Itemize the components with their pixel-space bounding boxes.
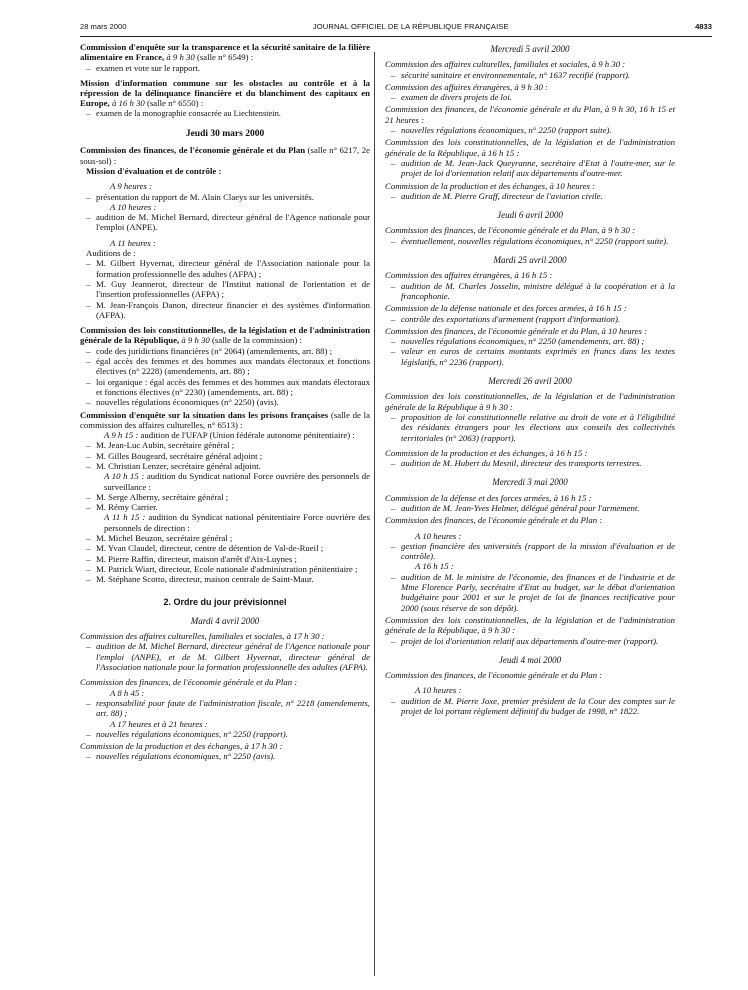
time-slot: A 8 h 45 : xyxy=(110,687,145,698)
day-heading: Mardi 4 avril 2000 xyxy=(190,615,260,626)
agenda-item: Commission de la production et des échanges, à 17 h 30 : – nouvelles régulations économiques, n° 2250 (avis). xyxy=(80,741,370,762)
agenda-item: Commission de la production et des échanges, à 16 h 15 : – audition de M. Hubert du Mesnil, directeur des transports terrestres. xyxy=(385,448,675,469)
auditions-label: Auditions de : xyxy=(86,248,136,259)
page-number: 4833 xyxy=(695,22,712,31)
agenda-item: Commission des lois constitutionnelles, de la législation et de l'administration générale de la République, à 9 h 30 (salle de la commission) : – code des juridictions financières (n° 2064) (amendements, art. 88) ; – égal accès des femmes et des hommes aux mandats électoraux et fonctions électives (n° 2228) (amendements, art. 88) ; – loi organique : égal accès des femmes et des hommes aux mandats électoraux et fonctions électives (n° 2230) (amendements, art. 88) ; – nouvelles régulations économiques (n° 2250) (avis). xyxy=(80,325,370,407)
header-rule xyxy=(80,36,712,37)
time-slot: A 17 heures et à 21 heures : xyxy=(110,718,208,729)
agenda-point: – examen de la monographie consacrée au Liechtenstein. xyxy=(80,109,370,119)
agenda-point: – M. Patrick Wiart, directeur, Ecole nationale d'administration pénitentiaire ; xyxy=(80,564,370,574)
agenda-point: – M. Pierre Raffin, directeur, maison d'arrêt d'Aix-Luynes ; xyxy=(80,554,370,564)
agenda-point: – audition de M. Pierre Joxe, premier président de la Cour des comptes sur le projet de loi portant règlement définitif du budget de 1998, n° 1822. xyxy=(385,696,675,717)
agenda-item: Commission d'enquête sur la situation dans les prisons françaises (salle de la commission des affaires culturelles, n° 6513) : A 9 h 15 : audition de l'UFAP (Union fédérale autonome pénitentiaire) : – M. Jean-Luc Aubin, secrétaire général ; – M. Gilles Bougeard, secrétaire général adjoint ; – M. Christian Lenzer, secrétaire général adjoint. A 10 h 15 : audition du Syndicat national Force ouvrière des personnels de surveillance : – M. Serge Alberny, secrétaire général ; – M. Rémy Carrier. A 11 h 15 : audition du Syndicat national pénitentiaire Force ouvrière des personnels de direction : – M. Michel Beuzon, secrétaire général ; – M. Yvan Claudel, directeur, centre de détention de Val-de-Rueil ; – M. Pierre Raffin, directeur, maison d'arrêt d'Aix-Luynes ; – M. Patrick Wiart, directeur, Ecole nationale d'administration pénitentiaire ; – M. Stéphane Scotto, directeur, maison centrale de Saint-Maur. xyxy=(80,410,370,585)
agenda-point: – audition de M. Charles Josselin, ministre délégué à la coopération et à la francophonie. xyxy=(385,281,675,302)
agenda-point: – M. Serge Alberny, secrétaire général ; xyxy=(80,492,370,502)
agenda-point: – audition de M. Hubert du Mesnil, directeur des transports terrestres. xyxy=(385,458,675,468)
agenda-item: Commission des affaires étrangères, à 16 h 15 : – audition de M. Charles Josselin, ministre délégué à la coopération et à la francophonie. xyxy=(385,270,675,301)
agenda-point: – égal accès des femmes et des hommes aux mandats électoraux et fonctions électives (n° 2228) (amendements, art. 88) ; xyxy=(80,356,370,377)
time-slot: A 10 heures : xyxy=(110,201,157,212)
agenda-item: Commission des affaires étrangères, à 9 h 30 : – examen de divers projets de loi. xyxy=(385,82,675,103)
agenda-point: – M. Christian Lenzer, secrétaire général adjoint. xyxy=(80,461,370,471)
agenda-point: – M. Jean-Luc Aubin, secrétaire général ; xyxy=(80,440,370,450)
day-heading: Jeudi 6 avril 2000 xyxy=(497,210,563,221)
agenda-point: – nouvelles régulations économiques, n° 2250 (rapport suite). xyxy=(385,125,675,135)
day-heading: Jeudi 30 mars 2000 xyxy=(185,129,265,140)
agenda-item: Commission des lois constitutionnelles, de la législation et de l'administration générale de la République à 9 h 30 : – proposition de loi constitutionnelle relative au droit de vote et à l'éligibilité des résidants étrangers pour les élections aux conseils des collectivités territoriales (n° 2063) (rapport). xyxy=(385,391,675,442)
day-heading: Jeudi 4 mai 2000 xyxy=(498,654,562,665)
agenda-item: Commission de la production et des échanges, à 10 heures : – audition de M. Pierre Graff, directeur de l'aviation civile. xyxy=(385,181,675,202)
agenda-point: – M. Rémy Carrier. xyxy=(80,502,370,512)
time-slot: A 9 heures : xyxy=(110,181,153,192)
agenda-item: Commission des finances, de l'économie générale et du Plan : A 8 h 45 : – responsabilité pour faute de l'administration fiscale, n° 2218 (amendements, art. 88) ; A 17 heures et à 21 heures : – nouvelles régulations économiques, n° 2250 (rapport). xyxy=(80,677,370,739)
agenda-point: – responsabilité pour faute de l'administration fiscale, n° 2218 (amendements, art. 88) ; xyxy=(80,698,370,719)
agenda-point: – audition de M. le ministre de l'économie, des finances et de l'industrie et de Mme Florence Parly, secrétaire d'Etat au budget, sur le débat d'orientation budgétaire pour 2001 et sur le projet de loi de finances rectificative pour 2000 (sous réserve de son dépôt). xyxy=(385,572,675,613)
section-title: 2. Ordre du jour prévisionnel xyxy=(163,596,287,607)
agenda-item: Commission d'enquête sur la transparence et la sécurité sanitaire de la filière alimentaire en France, à 9 h 30 (salle n° 6549) : – examen et vote sur le rapport. xyxy=(80,42,370,73)
agenda-item: Commission des finances, de l'économie générale et du Plan, à 9 h 30 : – éventuellement, nouvelles régulations économiques, n° 2250 (rapport suite). xyxy=(385,225,675,246)
time-slot: A 16 h 15 : xyxy=(415,561,454,572)
agenda-item: Commission des finances, de l'économie générale et du Plan, à 9 h 30, 16 h 15 et 21 heures : – nouvelles régulations économiques, n° 2250 (rapport suite). xyxy=(385,104,675,135)
agenda-item: Commission de la défense nationale et des forces armées, à 16 h 15 : – contrôle des exportations d'armement (rapport d'information). xyxy=(385,303,675,324)
agenda-item: Commission des affaires culturelles, familiales et sociales, à 9 h 30 : – sécurité sanitaire et environnementale, n° 1637 rectifié (rapport). xyxy=(385,59,675,80)
agenda-item: Commission des finances, de l'économie générale et du Plan (salle n° 6217, 2e sous-sol) : Mission d'évaluation et de contrôle : A 9 heures : – présentation du rapport de M. Alain Claeys sur les universités. A 10 heures : – audition de M. Michel Bernard, directeur général de l'Agence nationale pour l'emploi (ANPE). A 11 heures : Auditions de : – M. Gilbert Hyvernat, directeur général de l'Association nationale pour la formation professionnelle des adultes (AFPA) ; – M. Guy Jeannerot, directeur de l'Institut national de l'orientation et de l'insertion professionnelles (AFPA) ; – M. Jean-François Danon, directeur financier et des systèmes d'information (AFPA). xyxy=(80,145,370,320)
agenda-item: Commission de la défense et des forces armées, à 16 h 15 : – audition de M. Jean-Yves Helmer, délégué général pour l'armement. xyxy=(385,493,675,514)
agenda-point: – M. Michel Beuzon, secrétaire général ; xyxy=(80,533,370,543)
agenda-point: – proposition de loi constitutionnelle relative au droit de vote et à l'éligibilité des résidants étrangers pour les élections aux conseils des collectivités territoriales (n° 2063) (rapport). xyxy=(385,412,675,443)
agenda-item: Commission des finances, de l'économie générale et du Plan, à 10 heures : – nouvelles régulations économiques, n° 2250 (amendements, art. 88) ; – valeur en euros de certains montants exprimés en francs dans les textes législatifs, n° 2236 (rapport). xyxy=(385,326,675,367)
agenda-point: – M. Jean-François Danon, directeur financier et des systèmes d'information (AFPA). xyxy=(80,300,370,321)
column-divider xyxy=(374,52,375,976)
agenda-point: – éventuellement, nouvelles régulations économiques, n° 2250 (rapport suite). xyxy=(385,236,675,246)
day-heading: Mercredi 26 avril 2000 xyxy=(488,376,572,387)
time-slot: A 11 heures : xyxy=(110,237,156,248)
agenda-point: – audition de M. Jean-Yves Helmer, délégué général pour l'armement. xyxy=(385,503,675,513)
agenda-item: Mission d'information commune sur les obstacles au contrôle et à la répression de la délinquance financière et du blanchiment des capitaux en Europe, à 16 h 30 (salle n° 6550) : – examen de la monographie consacrée au Liechtenstein. xyxy=(80,78,370,119)
agenda-point: – audition de M. Jean-Jack Queyranne, secrétaire d'Etat à l'outre-mer, sur le projet de loi d'orientation relatif aux départements d'outre-mer. xyxy=(385,158,675,179)
agenda-point: – M. Gilles Bougeard, secrétaire général adjoint ; xyxy=(80,451,370,461)
agenda-point: – gestion financière des universités (rapport de la mission d'évaluation et de contrôle). xyxy=(385,541,675,562)
time-slot: A 10 heures : xyxy=(415,530,462,541)
agenda-point: – présentation du rapport de M. Alain Claeys sur les universités. xyxy=(80,192,370,202)
agenda-point: – M. Stéphane Scotto, directeur, maison centrale de Saint-Maur. xyxy=(80,574,370,584)
left-column xyxy=(80,42,370,764)
agenda-point: – contrôle des exportations d'armement (rapport d'information). xyxy=(385,314,675,324)
agenda-point: – M. Guy Jeannerot, directeur de l'Institut national de l'orientation et de l'insertion professionnelles (AFPA) ; xyxy=(80,279,370,300)
agenda-point: – nouvelles régulations économiques, n° 2250 (avis). xyxy=(80,751,370,761)
agenda-point: – nouvelles régulations économiques, n° 2250 (amendements, art. 88) ; xyxy=(385,336,675,346)
agenda-point: – M. Gilbert Hyvernat, directeur général de l'Association nationale pour la formation professionnelle des adultes (AFPA) ; xyxy=(80,258,370,279)
agenda-point: – projet de loi d'orientation relatif aux départements d'outre-mer (rapport). xyxy=(385,636,675,646)
day-heading: Mercredi 3 mai 2000 xyxy=(492,477,568,488)
agenda-point: – audition de M. Pierre Graff, directeur de l'aviation civile. xyxy=(385,191,675,201)
agenda-point: – valeur en euros de certains montants exprimés en francs dans les textes législatifs, n° 2236 (rapport). xyxy=(385,346,675,367)
agenda-item: Commission des lois constitutionnelles, de la législation et de l'administration générale de la République, à 16 h 15 : – audition de M. Jean-Jack Queyranne, secrétaire d'Etat à l'outre-mer, sur le projet de loi d'orientation relatif aux départements d'outre-mer. xyxy=(385,137,675,178)
journal-title: JOURNAL OFFICIEL DE LA RÉPUBLIQUE FRANÇAISE xyxy=(312,22,509,31)
agenda-point: – loi organique : égal accès des femmes et des hommes aux mandats électoraux et fonctions électives (n° 2230) (amendements, art. 88) ; xyxy=(80,377,370,398)
agenda-item: Commission des lois constitutionnelles, de la législation et de l'administration générale de la République, à 9 h 30 : – projet de loi d'orientation relatif aux départements d'outre-mer (rapport). xyxy=(385,615,675,646)
day-heading: Mercredi 5 avril 2000 xyxy=(490,44,570,54)
agenda-point: – M. Yvan Claudel, directeur, centre de détention de Val-de-Rueil ; xyxy=(80,543,370,553)
day-heading: Mardi 25 avril 2000 xyxy=(493,255,567,266)
agenda-point: – nouvelles régulations économiques, n° 2250 (rapport). xyxy=(80,729,370,739)
right-column xyxy=(385,42,675,718)
time-slot: A 10 heures : xyxy=(415,685,462,696)
agenda-point: – audition de M. Michel Bernard, directeur général de l'Agence nationale pour l'emploi (ANPE). xyxy=(80,212,370,233)
agenda-point: – code des juridictions financières (n° 2064) (amendements, art. 88) ; xyxy=(80,346,370,356)
agenda-point: – audition de M. Michel Bernard, directeur général de l'Agence nationale pour l'emploi (ANPE), et de M. Gilbert Hyvernat, directeur général de l'Association nationale pour la formation professionnelle des adultes (AFPA). xyxy=(80,641,370,672)
agenda-point: – examen et vote sur le rapport. xyxy=(80,63,370,73)
agenda-item: Commission des finances, de l'économie générale et du Plan : A 10 heures : – gestion financière des universités (rapport de la mission d'évaluation et de contrôle). A 16 h 15 : – audition de M. le ministre de l'économie, des finances et de l'industrie et de Mme Florence Parly, secrétaire d'Etat au budget, sur le débat d'orientation budgétaire pour 2001 et sur le projet de loi de finances rectificative pour 2000 (sous réserve de son dépôt). xyxy=(385,515,675,613)
agenda-point: – sécurité sanitaire et environnementale, n° 1637 rectifié (rapport). xyxy=(385,70,675,80)
agenda-item: Commission des finances, de l'économie générale et du Plan : A 10 heures : – audition de M. Pierre Joxe, premier président de la Cour des comptes sur le projet de loi portant règlement définitif du budget de 1998, n° 1822. xyxy=(385,670,675,716)
header-date: 28 mars 2000 xyxy=(80,22,127,31)
agenda-point: – nouvelles régulations économiques (n° 2250) (avis). xyxy=(80,397,370,407)
mission-label: Mission d'évaluation et de contrôle : xyxy=(86,165,222,176)
agenda-item: Commission des affaires culturelles, familiales et sociales, à 17 h 30 : – audition de M. Michel Bernard, directeur général de l'Agence nationale pour l'emploi (ANPE), et de M. Gilbert Hyvernat, directeur général de l'Association nationale pour la formation professionnelle des adultes (AFPA). xyxy=(80,631,370,672)
agenda-point: – examen de divers projets de loi. xyxy=(385,92,675,102)
